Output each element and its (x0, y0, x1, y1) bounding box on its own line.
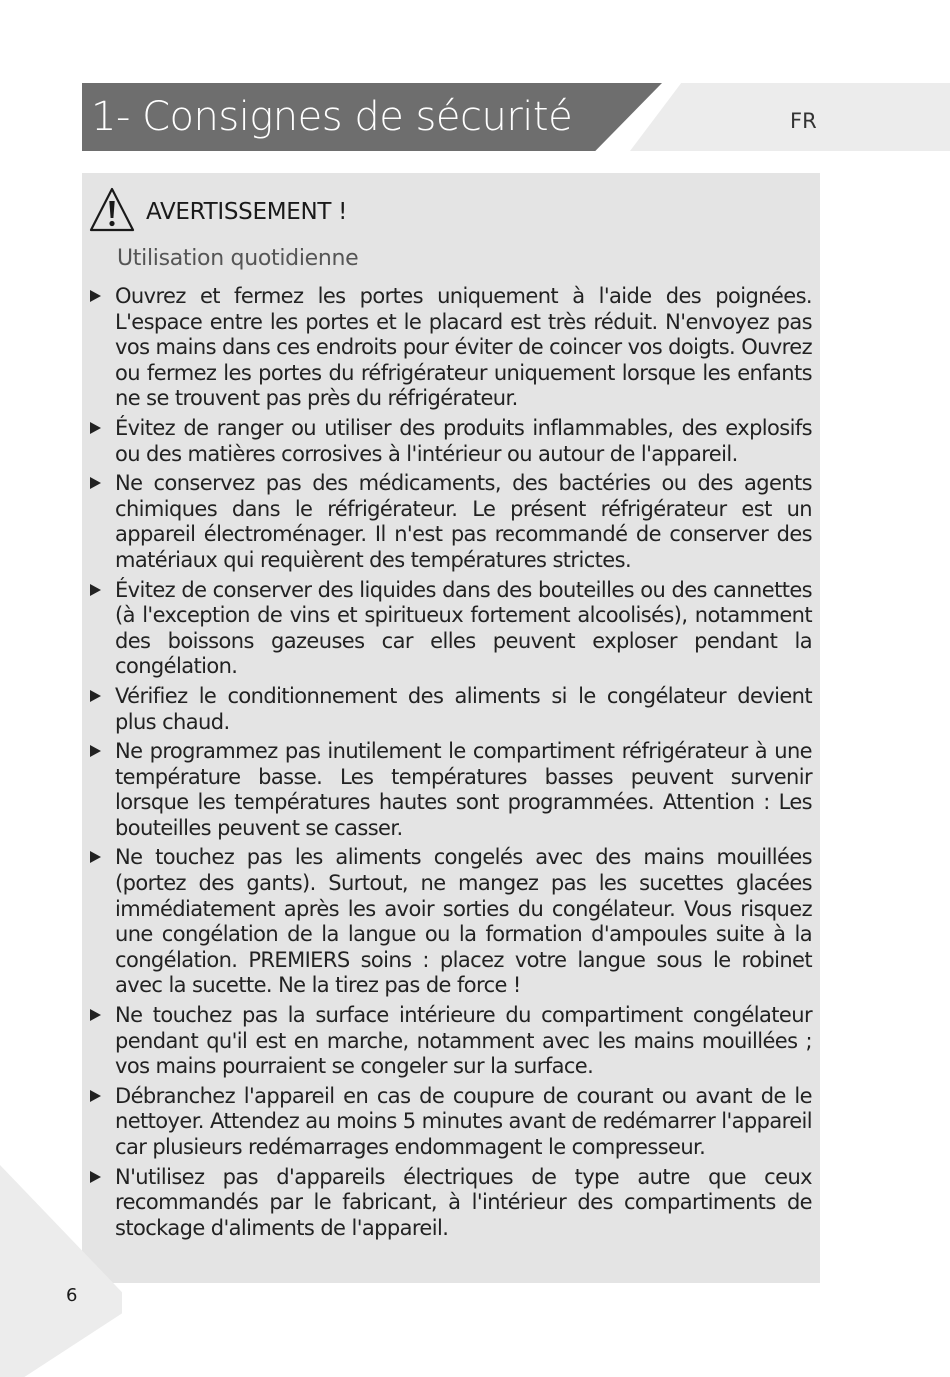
warning-label: AVERTISSEMENT ! (146, 199, 348, 225)
page-number: 6 (66, 1285, 78, 1306)
page-title: 1- Consignes de sécurité (91, 94, 573, 140)
list-item-text: Ne conservez pas des médicaments, des bactéries ou des agents chimiques dans le réfrigérateur. Le présent réfrigérateur est un appareil électroménager. Il n'est pas recommandé de conserver des matériaux qui requièrent des températures strictes. (115, 471, 812, 572)
list-item (88, 471, 812, 573)
list-item (88, 739, 812, 841)
list-item (88, 1003, 812, 1080)
list-item-text: Ne touchez pas la surface intérieure du compartiment congélateur pendant qu'il est en marche, notamment avec les mains mouillées ; vos mains pourraient se congeler sur la surface. (115, 1003, 812, 1079)
list-item (88, 1084, 812, 1161)
bullet-arrow-icon (90, 745, 101, 757)
bullet-arrow-icon (90, 584, 101, 596)
language-label: FR (790, 109, 817, 133)
list-item-text: Débranchez l'appareil en cas de coupure de courant ou avant de le nettoyer. Attendez au moins 5 minutes avant de redémarrer l'appareil car plusieurs redémarrages endommagent le compresseur. (115, 1083, 812, 1159)
list-item-text: Vérifiez le conditionnement des aliments si le congélateur devient plus chaud. (115, 683, 812, 734)
bullet-arrow-icon (90, 477, 101, 489)
list-item-text: Évitez de conserver des liquides dans des bouteilles ou des cannettes (à l'exception de vins et spiritueux fortement alcoolisés), notamment des boissons gazeuses car elles peuvent exploser pendant la congélation. (115, 577, 812, 679)
list-item (88, 1165, 812, 1242)
list-item (88, 284, 812, 412)
bullet-arrow-icon (90, 290, 101, 302)
list-item (88, 578, 812, 680)
warning-triangle-icon (88, 186, 136, 234)
safety-instructions-list (88, 284, 812, 1245)
list-item-text: N'utilisez pas d'appareils électriques de type autre que ceux recommandés par le fabricant, à l'intérieur des compartiments de stockage d'aliments de l'appareil. (115, 1164, 812, 1240)
list-item-text: Ne programmez pas inutilement le compartiment réfrigérateur à une température basse. Les températures basses peuvent survenir lorsque les températures hautes sont programmées. Attention : Les bouteilles peuvent se casser. (115, 739, 812, 840)
bullet-arrow-icon (90, 1171, 101, 1183)
bullet-arrow-icon (90, 422, 101, 434)
bullet-arrow-icon (90, 1009, 101, 1021)
list-item (88, 845, 812, 999)
list-item-text: Ne touchez pas les aliments congelés avec des mains mouillées (portez des gants). Surtout, ne mangez pas les sucettes glacées immédiatement après les avoir sorties du congélateur. Vous risquez une congélation de la langue ou la formation d'ampoules suite à la congélation. PREMIERS soins : placez votre langue sous le robinet avec la sucette. Ne la tirez pas de force ! (115, 845, 812, 998)
bullet-arrow-icon (90, 690, 101, 702)
list-item (88, 684, 812, 735)
list-item-text: Ouvrez et fermez les portes uniquement à l'aide des poignées. L'espace entre les portes et le placard est très réduit. N'envoyez pas vos mains dans ces endroits pour éviter de coincer vos doigts. Ouvrez ou fermez les portes du réfrigérateur uniquement lorsque les enfants ne se trouvent pas près du réfrigérateur. (115, 284, 812, 411)
list-item-text: Évitez de ranger ou utiliser des produits inflammables, des explosifs ou des matières corrosives à l'intérieur ou autour de l'appareil. (115, 415, 812, 466)
section-subtitle: Utilisation quotidienne (117, 246, 359, 271)
bullet-arrow-icon (90, 1090, 101, 1102)
list-item (88, 416, 812, 467)
bullet-arrow-icon (90, 851, 101, 863)
